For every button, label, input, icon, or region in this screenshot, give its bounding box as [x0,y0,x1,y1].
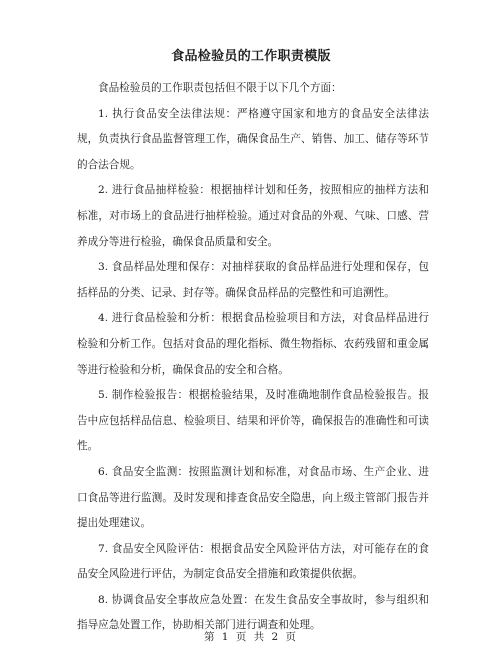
duty-item-2: 2. 进行食品抽样检验：根据抽样计划和任务，按照相应的抽样方法和标准，对市场上的食品进行抽样检验。通过对食品的外观、气味、口感、营养成分等进行检验，确保食品质量和安全。 [77,184,429,248]
intro-paragraph: 食品检验员的工作职责包括但不限于以下几个方面： [98,82,342,94]
document-body [77,76,429,639]
page-footer: 第 1 页 共 2 页 [203,631,299,643]
duty-item-3: 3. 食品样品处理和保存：对抽样获取的食品样品进行处理和保存，包括样品的分类、记录、封存等。确保食品样品的完整性和可追溯性。 [77,261,429,299]
duty-item-8: 8. 协调食品安全事故应急处置：在发生食品安全事故时，参与组织和指导应急处置工作，协助相关部门进行调查和处理。 [77,593,429,632]
duty-item-7: 7. 食品安全风险评估：根据食品安全风险评估方法，对可能存在的食品安全风险进行评估，为制定食品安全措施和政策提供依据。 [77,542,429,581]
duty-item-4: 4. 进行食品检验和分析：根据食品检验项目和方法，对食品样品进行检验和分析工作。包括对食品的理化指标、微生物指标、农药残留和重金属等进行检验和分析，确保食品的安全和合格。 [77,312,429,376]
document-title: 食品检验员的工作职责模版 [171,49,331,64]
duty-item-1: 1. 执行食品安全法律法规：严格遵守国家和地方的食品安全法律法规，负责执行食品监督管理工作，确保食品生产、销售、加工、储存等环节的合法合规。 [77,107,429,171]
duty-item-6: 6. 食品安全监测：按照监测计划和标准，对食品市场、生产企业、进口食品等进行监测。及时发现和排查食品安全隐患，向上级主管部门报告并提出处理建议。 [77,465,429,530]
duty-item-5: 5. 制作检验报告：根据检验结果，及时准确地制作食品检验报告。报告中应包括样品信息、检验项目、结果和评价等，确保报告的准确性和可读性。 [77,389,429,453]
